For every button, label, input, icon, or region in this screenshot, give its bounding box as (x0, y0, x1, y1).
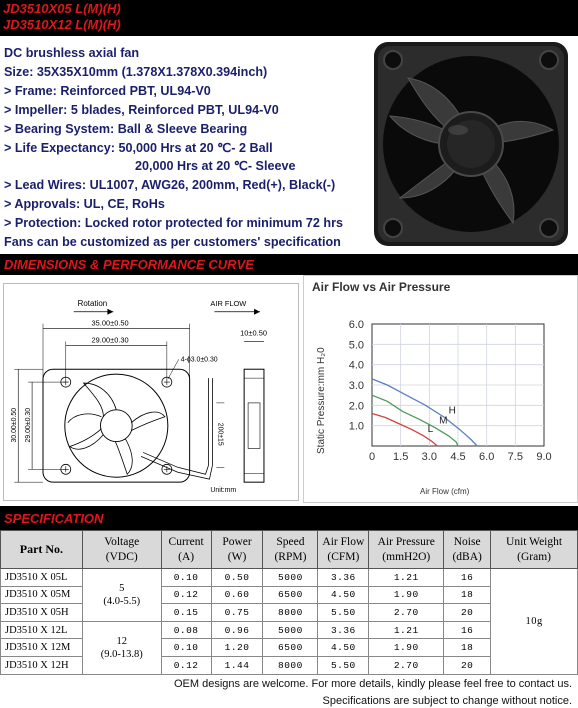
performance-curve (303, 275, 578, 503)
current-cell: 0.15 (161, 604, 211, 622)
current-cell: 0.12 (161, 586, 211, 604)
current-cell: 0.08 (161, 621, 211, 639)
header-current: Current (A) (161, 531, 211, 569)
header-voltage: Voltage (VDC) (82, 531, 161, 569)
desc-line: > Impeller: 5 blades, Reinforced PBT, UL94-V0 (4, 102, 279, 117)
x-axis-label: Air Flow (cfm) (420, 487, 470, 496)
dimension-drawing (3, 283, 299, 501)
speed-cell: 8000 (263, 604, 318, 622)
desc-line: Fans can be customized as per customers' specification (4, 235, 341, 250)
series-label-l: L (427, 423, 434, 435)
pressure-cell: 1.90 (369, 639, 444, 657)
power-cell: 0.75 (211, 604, 263, 622)
specification-table (0, 530, 578, 675)
speed-cell: 5000 (263, 621, 318, 639)
noise-cell: 18 (444, 586, 491, 604)
title-bar (0, 0, 578, 36)
desc-line: > Approvals: UL, CE, RoHs (4, 197, 165, 212)
current-cell: 0.12 (161, 656, 211, 674)
height-overall: 30.00±0.50 (11, 407, 19, 443)
part-no-cell: JD3510 X 12H (1, 656, 83, 674)
y-tick-label: 6.0 (348, 319, 364, 331)
hole-spec: 4-ϕ3.0±0.30 (180, 356, 218, 364)
part-no-cell: JD3510 X 12L (1, 621, 83, 639)
part-no-cell: JD3510 X 05H (1, 604, 83, 622)
x-tick-label: 4.5 (450, 451, 466, 463)
table-header-row (1, 531, 578, 569)
y-tick-label: 1.0 (348, 420, 364, 433)
airflow-cell: 5.50 (318, 656, 369, 674)
current-cell: 0.10 (161, 639, 211, 657)
footer-notes (0, 676, 572, 708)
x-tick-label: 7.5 (507, 451, 523, 463)
fan-photo (368, 38, 574, 250)
desc-line: Size: 35X35X10mm (1.378X1.378X0.394inch) (4, 64, 268, 79)
description-text (4, 44, 374, 252)
dimensions-heading: DIMENSIONS & PERFORMANCE CURVE (4, 257, 254, 272)
chart-title: Air Flow vs Air Pressure (312, 280, 451, 294)
desc-line: > Bearing System: Ball & Sleeve Bearing (4, 121, 248, 136)
wire-length: 200±15 (216, 422, 224, 446)
speed-cell: 8000 (263, 656, 318, 674)
width-overall: 35.00±0.50 (91, 318, 129, 328)
noise-cell: 16 (444, 569, 491, 587)
airflow-label: AIR FLOW (210, 298, 247, 308)
y-tick-label: 3.0 (348, 380, 364, 392)
desc-line: > Life Expectancy: 50,000 Hrs at 20 ℃- 2 Ball (4, 140, 273, 155)
speed-cell: 6500 (263, 586, 318, 604)
pressure-cell: 2.70 (369, 604, 444, 622)
y-tick-label: 2.0 (348, 400, 364, 413)
airflow-cell: 3.36 (318, 621, 369, 639)
header-airflow: Air Flow (CFM) (318, 531, 369, 569)
specification-heading: SPECIFICATION (4, 511, 104, 526)
pressure-cell: 1.90 (369, 586, 444, 604)
pressure-cell: 1.21 (369, 569, 444, 587)
y-axis-label: Static Pressure:mm H₂0 (316, 347, 327, 454)
product-description (0, 36, 578, 254)
part-no-cell: JD3510 X 05M (1, 586, 83, 604)
dimensions-heading-bar (0, 254, 578, 275)
thickness-dim: 10±0.50 (240, 328, 267, 338)
x-tick-label: 9.0 (536, 451, 552, 463)
rotation-label: Rotation (77, 298, 108, 308)
y-tick-label: 4.0 (348, 359, 364, 372)
model-title-1: JD3510X05 L(M)(H) (3, 1, 121, 16)
airflow-cell: 3.36 (318, 569, 369, 587)
header-speed: Speed (RPM) (263, 531, 318, 569)
height-holes: 29.00±0.30 (25, 407, 33, 443)
width-holes: 29.00±0.30 (91, 335, 129, 345)
model-title-2: JD3510X12 L(M)(H) (3, 17, 121, 32)
series-label-h: H (448, 405, 456, 417)
power-cell: 1.20 (211, 639, 263, 657)
part-no-cell: JD3510 X 12M (1, 639, 83, 657)
header-pressure: Air Pressure (mmH2O) (369, 531, 444, 569)
weight-cell: 10g (491, 569, 578, 675)
performance-chart (304, 276, 577, 502)
header-weight: Unit Weight (Gram) (491, 531, 578, 569)
voltage-cell: 5 (4.0-5.5) (82, 569, 161, 622)
header-power: Power (W) (211, 531, 263, 569)
airflow-cell: 4.50 (318, 586, 369, 604)
power-cell: 0.50 (211, 569, 263, 587)
airflow-cell: 4.50 (318, 639, 369, 657)
x-tick-label: 0 (368, 451, 376, 463)
x-tick-label: 1.5 (393, 451, 409, 463)
noise-cell: 20 (444, 604, 491, 622)
noise-cell: 16 (444, 621, 491, 639)
desc-line: > Frame: Reinforced PBT, UL94-V0 (4, 83, 211, 98)
header-part-no: Part No. (1, 531, 83, 569)
noise-cell: 18 (444, 639, 491, 657)
noise-cell: 20 (444, 656, 491, 674)
power-cell: 1.44 (211, 656, 263, 674)
x-tick-label: 6.0 (479, 451, 495, 463)
series-label-m: M (439, 415, 448, 427)
desc-line: 20,000 Hrs at 20 ℃- Sleeve (135, 159, 296, 174)
y-tick-label: 5.0 (348, 339, 364, 352)
speed-cell: 6500 (263, 639, 318, 657)
header-noise: Noise (dBA) (444, 531, 491, 569)
footer-line-notice: Specifications are subject to change without notice. (322, 695, 572, 707)
part-no-cell: JD3510 X 05L (1, 569, 83, 587)
unit-label: Unit:mm (210, 487, 237, 495)
desc-line: > Lead Wires: UL1007, AWG26, 200mm, Red(+), Black(-) (4, 178, 336, 193)
x-tick-label: 3.0 (421, 451, 437, 463)
speed-cell: 5000 (263, 569, 318, 587)
power-cell: 0.60 (211, 586, 263, 604)
airflow-cell: 5.50 (318, 604, 369, 622)
pressure-cell: 1.21 (369, 621, 444, 639)
voltage-cell: 12 (9.0-13.8) (82, 621, 161, 674)
table-row (1, 569, 578, 587)
pressure-cell: 2.70 (369, 656, 444, 674)
desc-line: DC brushless axial fan (4, 46, 140, 60)
specification-heading-bar (0, 506, 578, 530)
current-cell: 0.10 (161, 569, 211, 587)
desc-line: > Protection: Locked rotor protected for minimum 72 hrs (4, 216, 344, 231)
footer-line-oem: OEM designs are welcome. For more details, kindly please feel free to contact us. (173, 678, 572, 690)
power-cell: 0.96 (211, 621, 263, 639)
